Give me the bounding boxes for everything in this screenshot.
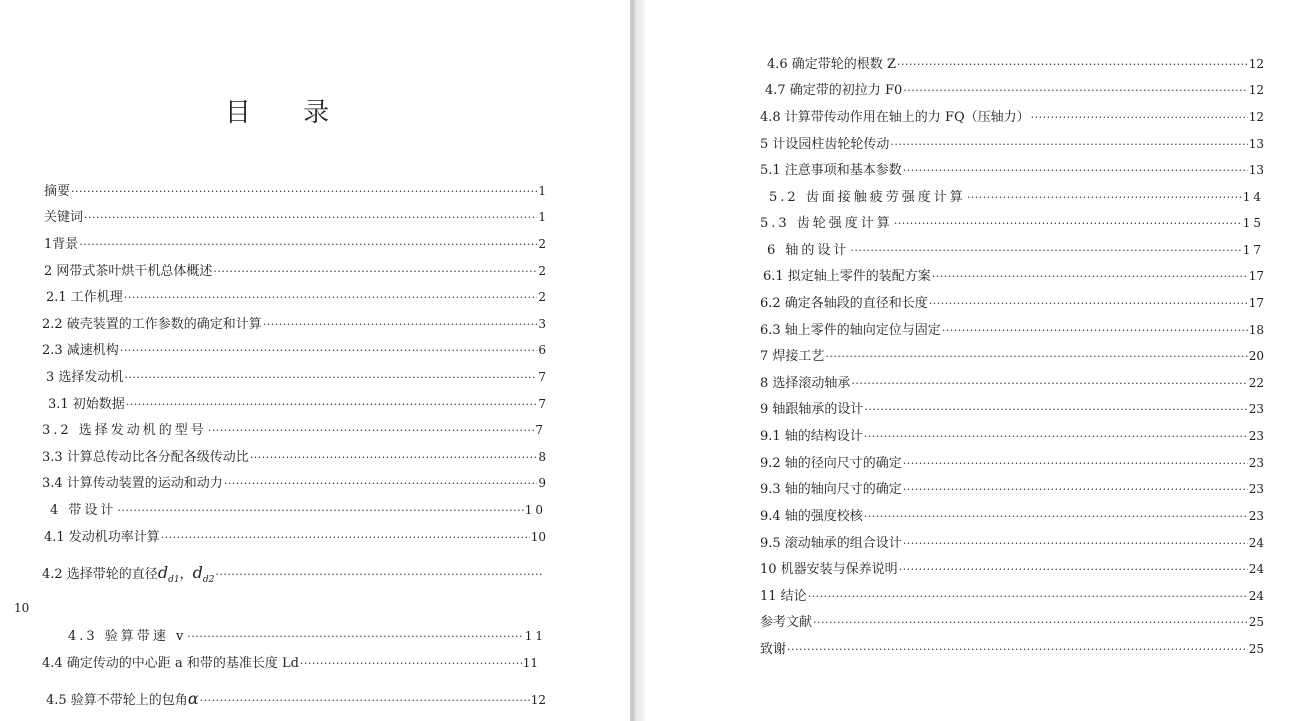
leader-dots (897, 57, 1248, 72)
toc-entry-label: 4.2 选择带轮的直径 (42, 567, 158, 582)
leader-dots (903, 536, 1248, 551)
toc-entry-page: 10 (524, 503, 546, 517)
toc-entry-page: 2 (538, 290, 546, 304)
toc-entry-label: 3 选择发动机 (46, 370, 124, 385)
toc-entry-label: 6 轴的设计 (767, 243, 850, 258)
toc-entry-label: 5.1 注意事项和基本参数 (760, 163, 902, 178)
toc-entry-label: 9.2 轴的径向尺寸的确定 (760, 456, 902, 471)
leader-dots (825, 349, 1247, 364)
leader-dots (903, 83, 1247, 98)
toc-entry-page: 23 (1248, 456, 1264, 470)
leader-dots (890, 137, 1247, 152)
toc-entry-page: 3 (538, 317, 546, 331)
toc-entry-label: 2.1 工作机理 (46, 290, 123, 305)
leader-dots (84, 210, 537, 225)
toc-entry-page: 11 (524, 629, 546, 643)
toc-entry-label: 4.5 验算不带轮上的包角 (46, 693, 188, 708)
toc-entry[interactable] (760, 614, 1264, 630)
leader-dots (787, 642, 1248, 657)
leader-dots (903, 456, 1248, 471)
toc-title: 目 录 (224, 98, 352, 128)
leader-dots (903, 163, 1248, 178)
toc-entry-label: 11 结论 (760, 589, 807, 604)
toc-entry-label: 9.1 轴的结构设计 (760, 429, 863, 444)
toc-entry[interactable] (50, 502, 546, 518)
toc-entry-label: 1背景 (44, 237, 79, 252)
toc-entry-page: 2 (538, 237, 546, 251)
toc-entry-label: 4.1 发动机功率计算 (44, 530, 160, 545)
leader-dots (967, 190, 1242, 205)
toc-entry-page: 22 (1248, 376, 1264, 390)
leader-dots (124, 370, 537, 385)
toc-entry-label: 10 机器安装与保养说明 (760, 562, 898, 577)
page-left (0, 0, 630, 721)
toc-entry[interactable] (760, 322, 1264, 338)
toc-entry-page: 17 (1242, 243, 1264, 257)
toc-entry[interactable] (48, 396, 546, 412)
toc-entry-page: 13 (1248, 163, 1264, 177)
toc-entry-label: 4.7 确定带的初拉力 F0 (765, 83, 903, 98)
leader-dots (300, 656, 522, 671)
toc-entry[interactable] (760, 109, 1264, 125)
toc-entry-page: 12 (1248, 110, 1264, 124)
toc-entry-label: 2.3 减速机构 (42, 343, 119, 358)
page-gutter (630, 0, 645, 721)
toc-entry[interactable] (760, 428, 1264, 444)
toc-entry-label: 7 焊接工艺 (760, 349, 825, 364)
toc-entry-page: 1 (538, 210, 546, 224)
toc-entry[interactable] (44, 236, 546, 252)
toc-entry-label: 参考文献 (760, 615, 813, 630)
toc-entry[interactable] (760, 348, 1264, 364)
wrapped-page-number: 10 (14, 601, 30, 615)
toc-entry-page: 23 (1248, 482, 1264, 496)
toc-entry[interactable] (760, 535, 1264, 551)
leader-dots (120, 343, 538, 358)
leader-dots (71, 184, 537, 199)
toc-entry[interactable] (760, 641, 1264, 657)
toc-entry-page: 23 (1248, 402, 1264, 416)
toc-entry-label: 3.1 初始数据 (48, 397, 125, 412)
toc-entry-page: 9 (538, 476, 546, 490)
leader-dots (250, 450, 538, 465)
leader-dots (942, 323, 1248, 338)
toc-entry[interactable] (760, 481, 1264, 497)
toc-entry[interactable] (42, 422, 546, 438)
toc-entry-page: 25 (1248, 642, 1264, 656)
toc-entry[interactable] (769, 189, 1264, 205)
leader-dots (894, 216, 1242, 231)
toc-entry-page: 24 (1248, 589, 1264, 603)
leader-dots (79, 237, 537, 252)
leader-dots (808, 589, 1248, 604)
toc-entry[interactable] (760, 136, 1264, 152)
toc-entry-label: 5 计设园柱齿轮轮传动 (760, 137, 890, 152)
toc-entry[interactable] (765, 82, 1264, 98)
leader-dots (263, 317, 538, 332)
toc-entry-page: 17 (1248, 296, 1264, 310)
leader-dots (224, 476, 538, 491)
leader-dots (864, 429, 1248, 444)
leader-dots (161, 530, 530, 545)
toc-entry-page: 11 (522, 656, 538, 670)
toc-entry-page: 17 (1248, 269, 1264, 283)
leader-dots (851, 376, 1247, 391)
toc-entry[interactable] (760, 295, 1264, 311)
toc-entry-page: 25 (1248, 615, 1264, 629)
diameter-d2-symbol: $d_{d2}$ (192, 563, 215, 584)
toc-entry-label: 2.2 破壳装置的工作参数的确定和计算 (42, 317, 262, 332)
toc-entry[interactable] (767, 242, 1264, 258)
toc-entry[interactable] (42, 655, 538, 671)
toc-entry-label: 9 轴跟轴承的设计 (760, 402, 864, 417)
leader-dots (187, 629, 523, 644)
toc-entry-label: 9.3 轴的轴向尺寸的确定 (760, 482, 902, 497)
alpha-symbol: α (187, 689, 199, 708)
toc-entry-page: 2 (538, 264, 546, 278)
toc-entry-label: 2 网带式茶叶烘干机总体概述 (44, 264, 213, 279)
toc-entry[interactable] (760, 401, 1264, 417)
toc-entry-page: 7 (535, 423, 546, 437)
toc-entry[interactable] (44, 209, 546, 225)
toc-entry-page: 15 (1242, 216, 1264, 230)
toc-entry[interactable] (42, 449, 546, 465)
toc-entry-page: 14 (1242, 190, 1264, 204)
toc-entry-label: 3.2 选择发动机的型号 (42, 423, 207, 438)
leader-dots (117, 503, 523, 518)
toc-entry-page: 12 (530, 693, 546, 707)
toc-entry[interactable] (760, 508, 1264, 524)
toc-entry-page: 23 (1248, 509, 1264, 523)
leader-dots (929, 296, 1248, 311)
toc-entry-label: 关键词 (44, 210, 84, 225)
toc-entry[interactable] (767, 56, 1264, 72)
toc-entry[interactable] (760, 588, 1264, 604)
toc-entry[interactable] (760, 561, 1264, 577)
toc-entry[interactable] (44, 529, 546, 545)
leader-dots (124, 290, 538, 305)
toc-entry[interactable] (760, 375, 1264, 391)
toc-entry-page: 12 (1248, 57, 1264, 71)
toc-entry-label: 摘要 (44, 184, 71, 199)
toc-entry[interactable] (46, 688, 546, 710)
leader-dots (850, 243, 1241, 258)
leader-dots (1031, 110, 1248, 125)
toc-entry-label: 9.4 轴的强度校核 (760, 509, 863, 524)
toc-entry[interactable] (763, 268, 1264, 284)
toc-entry[interactable] (760, 455, 1264, 471)
toc-entry[interactable] (42, 562, 544, 584)
toc-entry[interactable] (44, 263, 546, 279)
toc-entry-label: 4.6 确定带轮的根数 Z (767, 57, 896, 72)
leader-dots (215, 564, 543, 584)
toc-entry[interactable] (46, 289, 546, 305)
toc-entry[interactable] (68, 628, 546, 644)
toc-entry-label: 3.3 计算总传动比各分配各级传动比 (42, 450, 249, 465)
toc-entry[interactable] (46, 369, 546, 385)
toc-entry-page: 13 (1248, 137, 1264, 151)
toc-entry-label: 4.4 确定传动的中心距 a 和带的基准长度 Ld (42, 656, 299, 671)
toc-entry-page: 6 (538, 343, 546, 357)
leader-dots (213, 264, 537, 279)
toc-entry-page: 8 (538, 450, 546, 464)
toc-entry-page: 1 (538, 184, 546, 198)
leader-dots (903, 482, 1248, 497)
toc-entry-page: 24 (1248, 562, 1264, 576)
toc-entry[interactable] (760, 162, 1264, 178)
toc-entry-label: 5.2 齿面接触疲劳强度计算 (769, 190, 966, 205)
toc-entry-page: 10 (530, 530, 546, 544)
toc-entry-label: 3.4 计算传动装置的运动和动力 (42, 476, 223, 491)
leader-dots (200, 690, 530, 710)
toc-entry-label: 致谢 (760, 642, 787, 657)
toc-entry-label: 9.5 滚动轴承的组合设计 (760, 536, 902, 551)
toc-entry-page: 7 (538, 370, 546, 384)
toc-entry-page: 18 (1248, 323, 1264, 337)
leader-dots (864, 509, 1248, 524)
toc-entry[interactable] (42, 316, 546, 332)
toc-entry-label: 4.8 计算带传动作用在轴上的力 FQ（压轴力） (760, 110, 1030, 125)
toc-entry-page: 12 (1248, 83, 1264, 97)
toc-entry[interactable] (42, 342, 546, 358)
toc-entry-page: 7 (538, 397, 546, 411)
toc-entry-label: 6.2 确定各轴段的直径和长度 (760, 296, 928, 311)
page-right (645, 0, 1292, 721)
leader-dots (813, 615, 1248, 630)
toc-entry[interactable] (760, 215, 1264, 231)
toc-entry-label: 6.1 拟定轴上零件的装配方案 (763, 269, 931, 284)
diameter-d1-symbol: $d_{d1}$ (157, 563, 180, 584)
toc-entry-page: 20 (1248, 349, 1264, 363)
leader-dots (864, 402, 1247, 417)
toc-entry-label: 4 带设计 (50, 503, 117, 518)
leader-dots (932, 269, 1248, 284)
separator-comma: ， (179, 567, 193, 582)
toc-entry[interactable] (44, 183, 546, 199)
toc-entry-label: 5.3 齿轮强度计算 (760, 216, 893, 231)
toc-entry-label: 8 选择滚动轴承 (760, 376, 851, 391)
leader-dots (208, 423, 535, 438)
leader-dots (899, 562, 1248, 577)
toc-entry-label: 4.3 验算带速 v (68, 629, 187, 644)
toc-entry[interactable] (42, 475, 546, 491)
leader-dots (126, 397, 538, 412)
toc-entry-page: 23 (1248, 429, 1264, 443)
toc-entry-page: 24 (1248, 536, 1264, 550)
toc-entry-label: 6.3 轴上零件的轴向定位与固定 (760, 323, 941, 338)
